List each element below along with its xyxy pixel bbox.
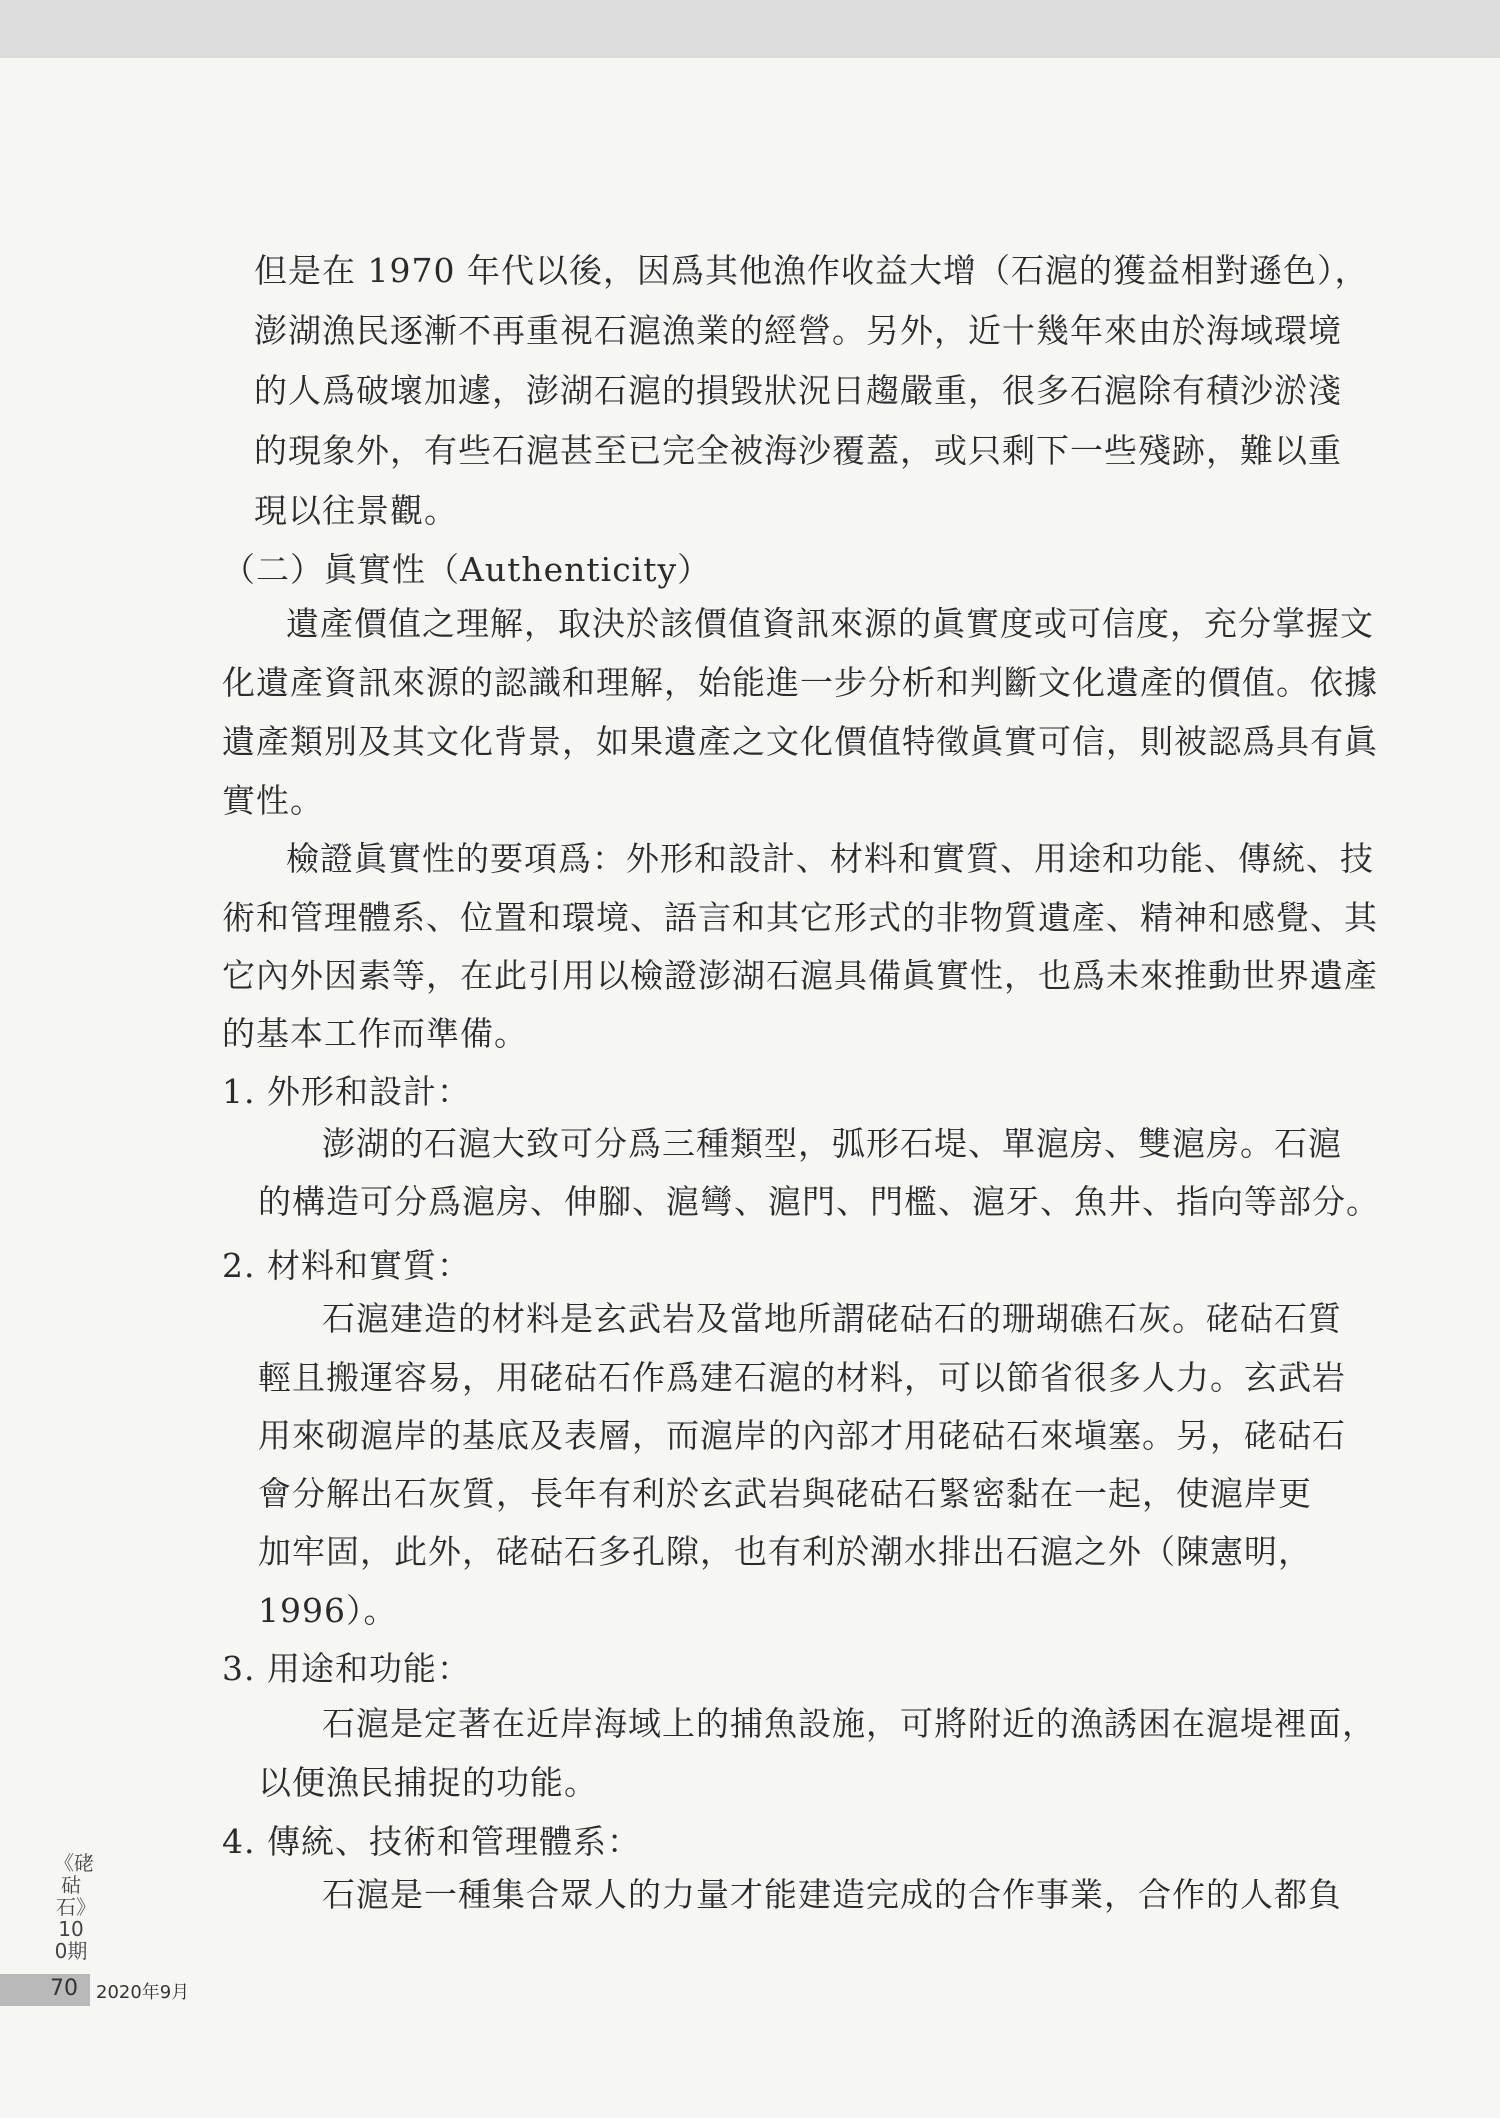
section-heading: （二）眞實性（Authenticity） — [222, 550, 712, 589]
text-line: 的現象外，有些石滬甚至已完全被海沙覆蓋，或只剩下一些殘跡，難以重 — [254, 431, 1342, 470]
text-line: 石滬是定著在近岸海域上的捕魚設施，可將附近的漁誘困在滬堤裡面， — [322, 1704, 1376, 1743]
text-line: 石滬建造的材料是玄武岩及當地所謂硓𥑮石的珊瑚礁石灰。硓𥑮石質 — [322, 1299, 1342, 1338]
subsection-heading: 4. 傳統、技術和管理體系： — [222, 1822, 641, 1861]
text-line: 澎湖漁民逐漸不再重視石滬漁業的經營。另外，近十幾年來由於海域環境 — [254, 311, 1342, 350]
text-line: 遺產價值之理解，取決於該價值資訊來源的眞實度或可信度，充分掌握文 — [286, 604, 1374, 643]
text-line: 的基本工作而準備。 — [222, 1014, 528, 1053]
text-line: 1996）。 — [258, 1591, 398, 1630]
text-line: 實性。 — [222, 781, 324, 820]
text-line: 以便漁民捕捉的功能。 — [258, 1763, 598, 1802]
scan-top-margin — [0, 0, 1500, 58]
text-line: 現以往景觀。 — [254, 491, 458, 530]
page-number: 70 — [50, 1976, 78, 2001]
subsection-heading: 2. 材料和實質： — [222, 1246, 471, 1285]
text-line: 的人爲破壞加遽，澎湖石滬的損毀狀況日趨嚴重，很多石滬除有積沙淤淺 — [254, 371, 1342, 410]
text-line: 它內外因素等，在此引用以檢證澎湖石滬具備眞實性，也爲未來推動世界遺產 — [222, 956, 1378, 995]
text-line: 術和管理體系、位置和環境、語言和其它形式的非物質遺產、精神和感覺、其 — [222, 898, 1378, 937]
text-line: 輕且搬運容易，用硓𥑮石作爲建石滬的材料，可以節省很多人力。玄武岩 — [258, 1358, 1346, 1397]
text-line: 石滬是一種集合眾人的力量才能建造完成的合作事業，合作的人都負 — [322, 1875, 1342, 1914]
text-line: 的構造可分爲滬房、伸腳、滬彎、滬門、門檻、滬牙、魚井、指向等部分。 — [258, 1182, 1380, 1221]
text-line: 化遺產資訊來源的認識和理解，始能進一步分析和判斷文化遺產的價值。依據 — [222, 663, 1378, 702]
text-line: 會分解出石灰質，長年有利於玄武岩與硓𥑮石緊密黏在一起，使滬岸更 — [258, 1474, 1312, 1513]
text-line: 遺產類別及其文化背景，如果遺產之文化價值特徵眞實可信，則被認爲具有眞 — [222, 722, 1378, 761]
text-line: 但是在 1970 年代以後，因爲其他漁作收益大增（石滬的獲益相對遜色）， — [254, 251, 1369, 290]
text-line: 檢證眞實性的要項爲：外形和設計、材料和實質、用途和功能、傳統、技 — [286, 839, 1374, 878]
text-line: 澎湖的石滬大致可分爲三種類型，弧形石堤、單滬房、雙滬房。石滬 — [322, 1124, 1342, 1163]
subsection-heading: 3. 用途和功能： — [222, 1649, 471, 1688]
text-line: 用來砌滬岸的基底及表層，而滬岸的內部才用硓𥑮石來塡塞。另，硓𥑮石 — [258, 1416, 1346, 1455]
issue-date: 2020年9月 — [96, 1982, 190, 2003]
subsection-heading: 1. 外形和設計： — [222, 1072, 471, 1111]
text-line: 加牢固，此外，硓𥑮石多孔隙，也有利於潮水排出石滬之外（陳憲明， — [258, 1532, 1312, 1571]
journal-side-title: 《硓𥑮石》100期 — [54, 1851, 94, 1963]
